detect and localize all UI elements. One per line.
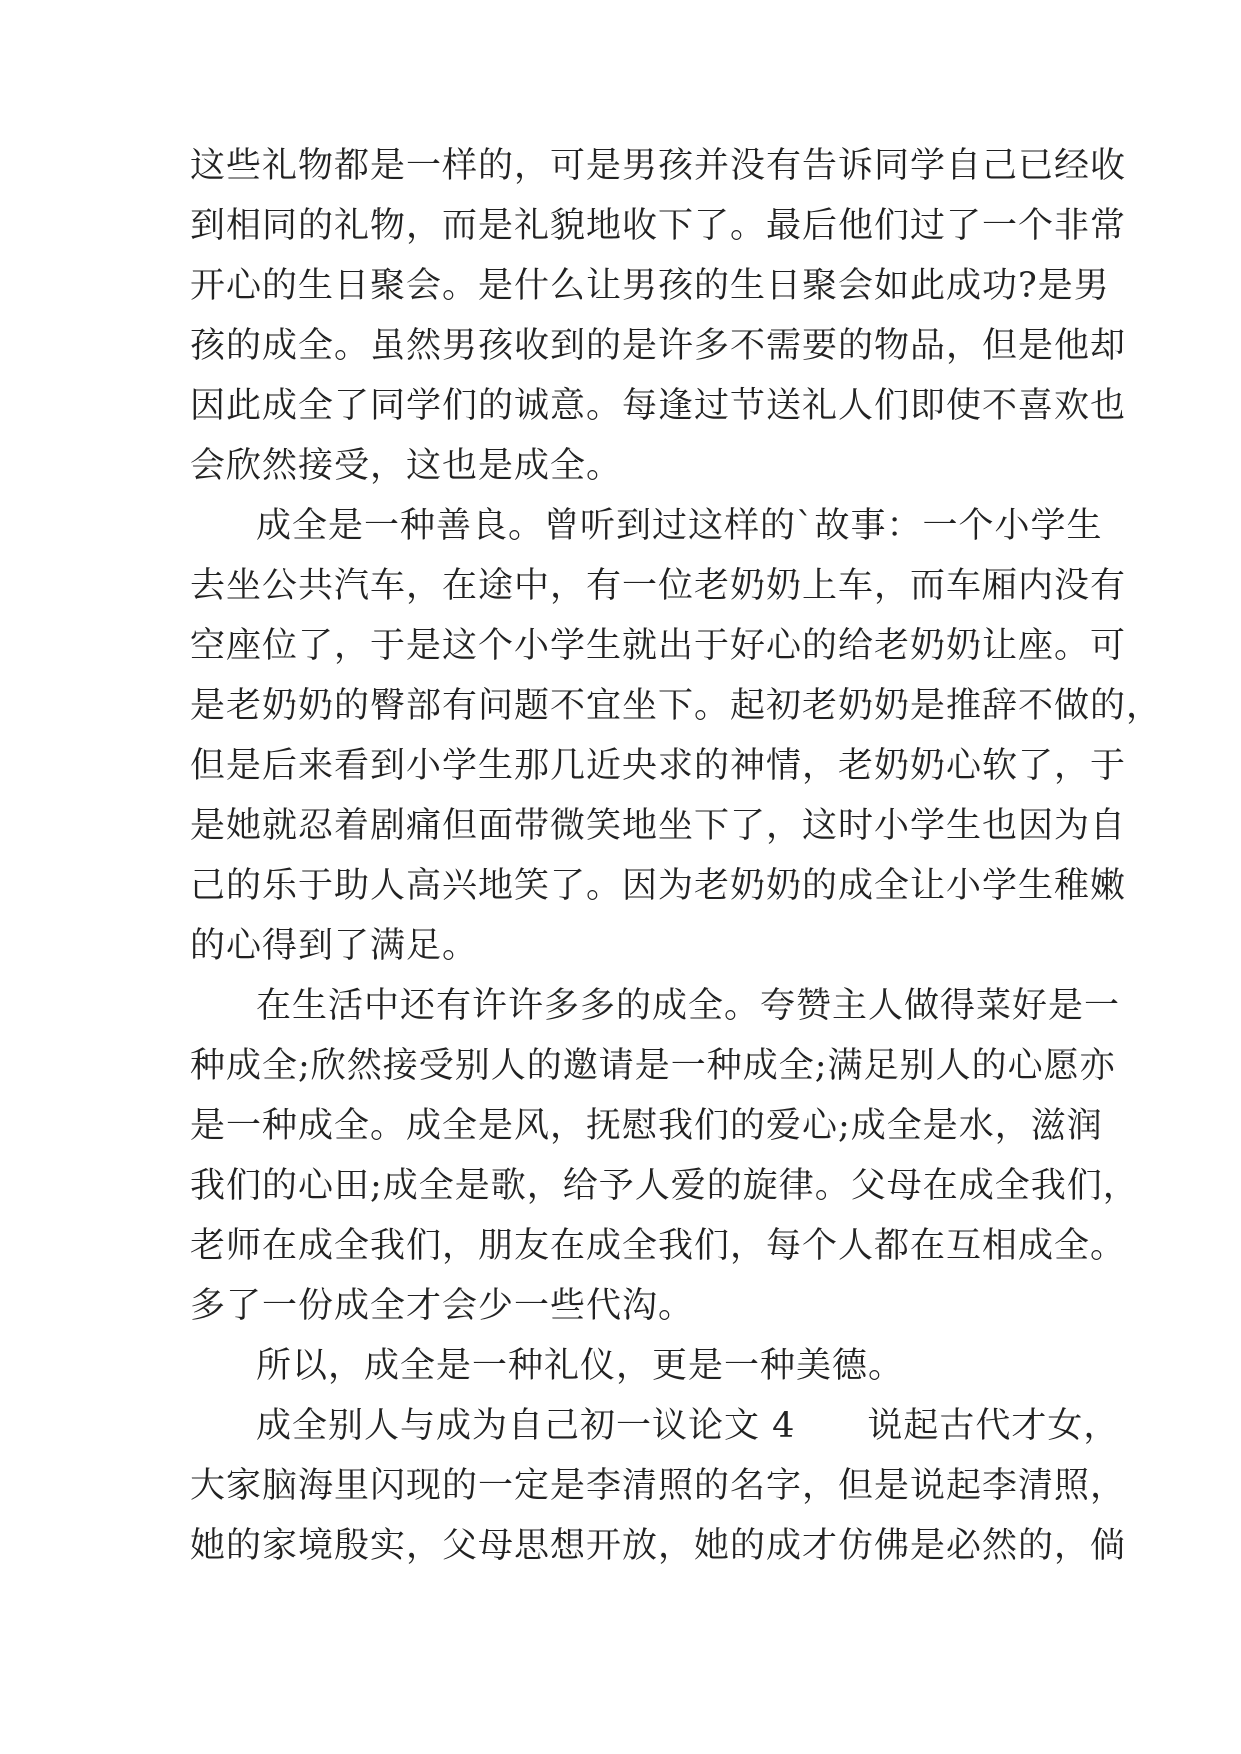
- text-line: 是老奶奶的臀部有问题不宜坐下。起初老奶奶是推辞不做的，: [190, 686, 1163, 726]
- text-line: 我们的心田;成全是歌，给予人爱的旋律。父母在成全我们，: [190, 1166, 1139, 1206]
- text-line: 开心的生日聚会。是什么让男孩的生日聚会如此成功?是男: [190, 266, 1110, 306]
- text-line: 老师在成全我们，朋友在成全我们，每个人都在互相成全。: [190, 1226, 1127, 1266]
- text-line: 成全是一种善良。曾听到过这样的`故事：一个小学生: [256, 506, 1103, 546]
- text-line: 是她就忍着剧痛但面带微笑地坐下了，这时小学生也因为自: [190, 806, 1127, 846]
- text-line: 但是后来看到小学生那几近央求的神情，老奶奶心软了，于: [190, 746, 1127, 786]
- text-line: 会欣然接受，这也是成全。: [190, 446, 623, 486]
- text-line: 是一种成全。成全是风，抚慰我们的爱心;成全是水，滋润: [190, 1106, 1103, 1146]
- text-line: 这些礼物都是一样的，可是男孩并没有告诉同学自己已经收: [190, 146, 1127, 186]
- text-line: 孩的成全。虽然男孩收到的是许多不需要的物品，但是他却: [190, 326, 1127, 366]
- text-line: 种成全;欣然接受别人的邀请是一种成全;满足别人的心愿亦: [190, 1046, 1116, 1086]
- text-line: 在生活中还有许许多多的成全。夸赞主人做得菜好是一: [256, 986, 1121, 1026]
- text-line: 多了一份成全才会少一些代沟。: [190, 1286, 695, 1326]
- text-line: 成全别人与成为自己初一议论文 4 说起古代才女，: [256, 1406, 1120, 1446]
- text-line: 所以，成全是一种礼仪，更是一种美德。: [256, 1346, 905, 1386]
- text-line: 去坐公共汽车，在途中，有一位老奶奶上车，而车厢内没有: [190, 566, 1127, 606]
- text-line: 到相同的礼物，而是礼貌地收下了。最后他们过了一个非常: [190, 206, 1127, 246]
- text-line: 大家脑海里闪现的一定是李清照的名字，但是说起李清照，: [190, 1466, 1127, 1506]
- text-line: 因此成全了同学们的诚意。每逢过节送礼人们即使不喜欢也: [190, 386, 1127, 426]
- text-line: 的心得到了满足。: [190, 926, 479, 966]
- text-line: 己的乐于助人高兴地笑了。因为老奶奶的成全让小学生稚嫩: [190, 866, 1127, 906]
- text-line: 空座位了，于是这个小学生就出于好心的给老奶奶让座。可: [190, 626, 1127, 666]
- text-line: 她的家境殷实，父母思想开放，她的成才仿佛是必然的，倘: [190, 1526, 1127, 1566]
